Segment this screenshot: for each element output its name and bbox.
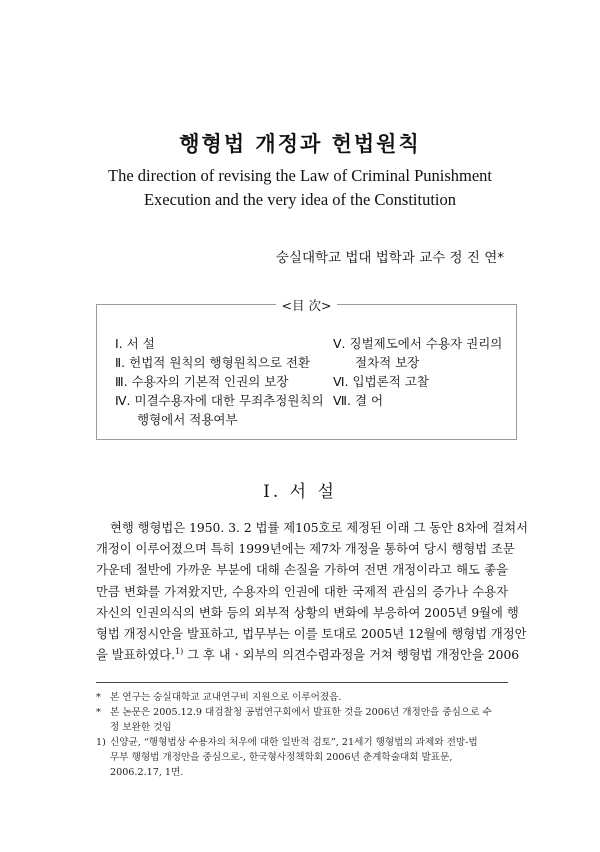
toc-item [333, 372, 513, 391]
footnote [96, 690, 508, 705]
toc-item-number: Ⅵ. [333, 374, 349, 389]
footnote-reference: 1) [175, 647, 184, 657]
toc-item-number: Ⅰ. [115, 336, 123, 351]
toc-item [333, 391, 513, 410]
toc-item [115, 372, 337, 391]
body-line-text: 그 후 내ㆍ외부의 의견수렴과정을 거쳐 행형법 개정안을 2006 [187, 648, 520, 663]
section-heading: Ⅰ. 서 설 [263, 482, 337, 502]
footnotes [96, 690, 508, 780]
title-en-line-1: The direction of revising the Law of Criminal Punishment [107, 166, 492, 185]
footnote-line: 정 보완한 것임 [110, 722, 172, 733]
body-line: 자신의 인권의식의 변화 등의 외부적 상황의 변화에 부응하여 2005년 9월에 행 [96, 605, 519, 620]
footnote-divider [96, 682, 508, 683]
toc-item-text: 수용자의 기본적 인권의 보장 [127, 374, 289, 389]
toc-item-text: 미결수용자에 대한 무죄추정원칙의 [130, 393, 324, 408]
body-line: 형법 개정시안을 발표하고, 법무부는 이를 토대로 2005년 12월에 행형법 개정안 [96, 627, 527, 642]
footnote [96, 735, 508, 780]
toc-item-number: Ⅶ. [333, 393, 351, 408]
footnote-line: 무부 행형법 개정안을 중심으로-, 한국형사정책학회 2006년 춘계학술대회 발표문, [110, 752, 453, 763]
toc-item [333, 334, 513, 372]
toc-item [115, 353, 337, 372]
footnote-line: 본 연구는 숭실대학교 교내연구비 지원으로 이루어졌음. [110, 692, 342, 703]
body-line: 만큼 변화를 가져왔지만, 수용자의 인권에 대한 국제적 관심의 증가나 수용자 [96, 584, 508, 599]
toc-item-text: 징벌제도에서 수용자 권리의 [345, 336, 503, 351]
body-line: 가운데 절반에 가까운 부분에 대해 손질을 가하여 전면 개정이라고 해도 좋을 [96, 563, 508, 578]
footnote-mark: * [96, 692, 101, 703]
title-en-line-2: Execution and the very idea of the Constitution [143, 190, 457, 209]
footnote-line: 본 논문은 2005.12.9 대검찰청 공법연구회에서 발표한 것을 2006년 개정안을 중심으로 수 [110, 707, 492, 718]
toc-item-number: Ⅴ. [333, 336, 346, 351]
paper-title-korean: 행형법 개정과 헌법원칙 [179, 131, 421, 156]
toc-item-continuation: 절차적 보장 [355, 355, 420, 370]
toc-item-text: 입법론적 고찰 [348, 374, 429, 389]
toc-right-column [333, 334, 513, 410]
toc-item-text: 헌법적 원칙의 행형원칙으로 전환 [125, 355, 311, 370]
body-line-text: 을 발표하였다. [96, 648, 176, 663]
paper-title-english [0, 164, 600, 212]
toc-item [115, 391, 337, 429]
toc-item-number: Ⅲ. [115, 374, 128, 389]
author-affiliation: 숭실대학교 법대 법학과 교수 정 진 연* [275, 250, 504, 266]
footnote-mark: * [96, 707, 101, 718]
body-line-last [96, 645, 520, 666]
toc-item-continuation: 행형에서 적용여부 [137, 412, 238, 427]
body-line: 현행 행형법은 1950. 3. 2 법률 제105호로 제정된 이래 그 동안 8차에 걸쳐서 [110, 521, 529, 535]
footnote-mark: 1) [96, 737, 106, 748]
toc-item [115, 334, 337, 353]
toc-item-number: Ⅳ. [115, 393, 131, 408]
toc-left-column [115, 334, 337, 429]
table-of-contents [96, 298, 517, 440]
footnote-line: 신양균, “행형법상 수용자의 처우에 대한 일반적 검토”, 21세기 행형법의 과제와 전망-법 [110, 737, 478, 748]
body-line: 개정이 이루어졌으며 특히 1999년에는 제7차 개정을 통하여 당시 행형법 조문 [96, 542, 515, 557]
footnote [96, 705, 508, 735]
toc-heading-label: <目 次> [276, 298, 338, 313]
footnote-line: 2006.2.17, 1면. [110, 767, 184, 778]
toc-item-text: 결 어 [350, 393, 384, 408]
body-paragraph [96, 518, 529, 666]
toc-heading [97, 295, 516, 314]
toc-item-text: 서 설 [122, 336, 155, 351]
toc-item-number: Ⅱ. [115, 355, 126, 370]
